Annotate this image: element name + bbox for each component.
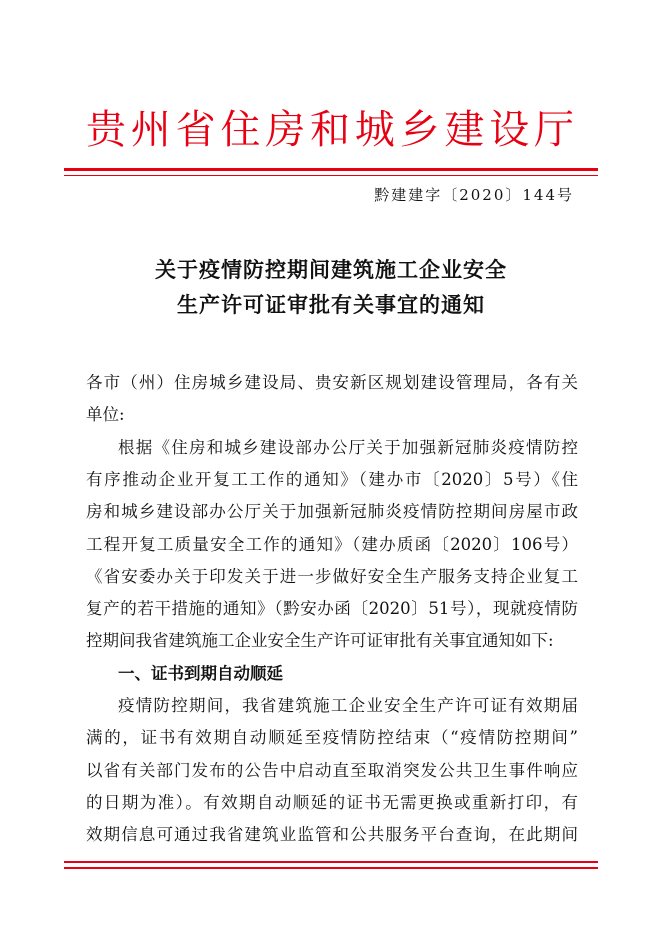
body-text-line: 《省安委办关于印发关于进一步做好安全生产服务支持企业复工 [86, 566, 578, 586]
body-text-line: 疫情防控期间，我省建筑施工企业安全生产许可证有效期届 [118, 696, 578, 715]
document-title-line-1: 关于疫情防控期间建筑施工企业安全 [155, 257, 507, 282]
body-text-line: 单位: [86, 405, 125, 425]
body-text-line: 有序推动企业开复工工作的通知》（建办市〔2020〕5号）《住 [86, 469, 578, 489]
body-text-line: 房和城乡建设部办公厅关于加强新冠肺炎疫情防控期间房屋市政 [86, 502, 578, 522]
body-text-line: 以省有关部门发布的公告中启动直至取消突发公共卫生事件响应 [86, 760, 578, 780]
body-text-line: 满的，证书有效期自动顺延至疫情防控结束（“疫情防控期间” [86, 728, 578, 748]
document-title-line-2: 生产许可证审批有关事宜的通知 [177, 292, 485, 317]
body-text-line: 工程开复工质量安全工作的通知》（建办质函〔2020〕106号） [86, 534, 578, 554]
issuer-header: 贵州省住房和城乡建设厅 [86, 107, 574, 153]
body-text-line: 复产的若干措施的通知》（黔安办函〔2020〕51号），现就疫情防 [86, 599, 578, 619]
body-text-line: 各市（州）住房城乡建设局、贵安新区规划建设管理局，各有关 [86, 373, 578, 392]
footer-red-line-1 [64, 861, 598, 863]
body-text-line: 效期信息可通过我省建筑业监管和公共服务平台查询，在此期间 [86, 825, 578, 845]
document-number: 黔建建字〔2020〕144号 [374, 186, 574, 204]
body-text-line: 的日期为准）。有效期自动顺延的证书无需更换或重新打印，有 [86, 792, 578, 812]
red-divider-thin [64, 175, 598, 176]
section-heading: 一、证书到期自动顺延 [118, 663, 283, 683]
red-divider-thick [64, 168, 598, 171]
body-text-line: 根据《住房和城乡建设部办公厅关于加强新冠肺炎疫情防控 [118, 437, 578, 457]
body-text-line: 控期间我省建筑施工企业安全生产许可证审批有关事宜通知如下: [86, 631, 554, 651]
footer-red-line-2 [64, 867, 598, 869]
